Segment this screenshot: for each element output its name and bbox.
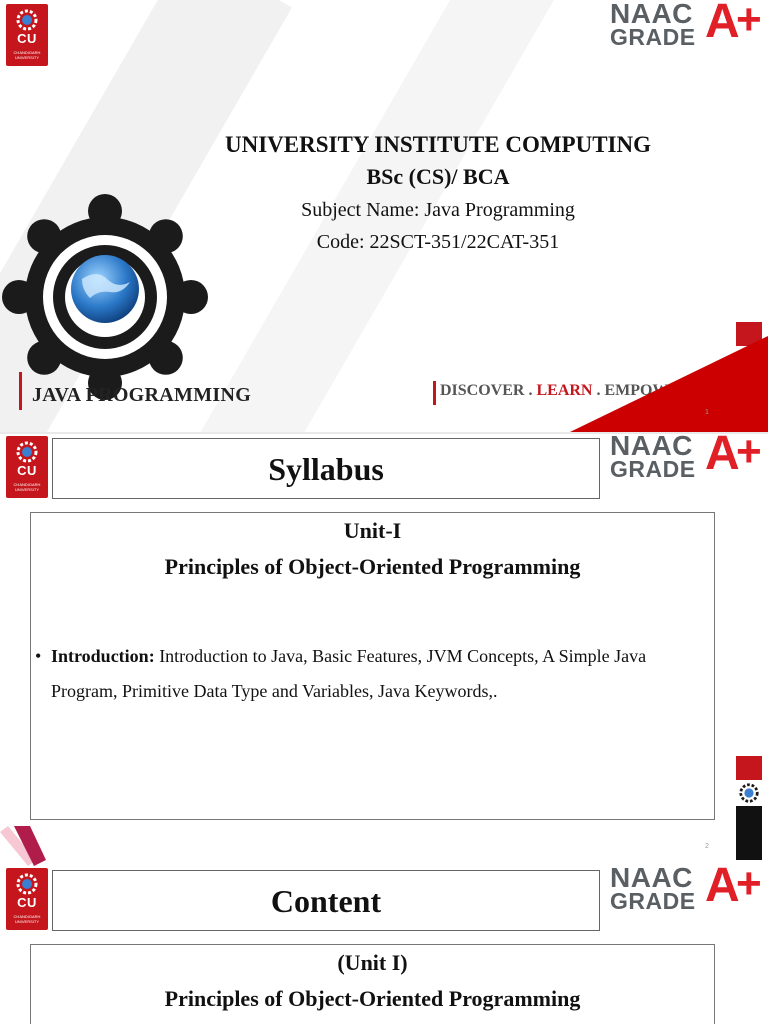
- cu-logo: [6, 4, 48, 66]
- unit-heading: Unit-I: [343, 518, 402, 543]
- naac-logo: [610, 434, 768, 484]
- cu-logo-subtext: CHANDIGARH UNIVERSITY: [13, 50, 41, 60]
- naac-plus: +: [736, 0, 762, 44]
- naac-grade: A: [705, 0, 740, 48]
- unit-title: Principles of Object-Oriented Programming: [164, 986, 581, 1011]
- content-slide: [0, 866, 768, 1024]
- accent-bar: [19, 372, 22, 410]
- title-block: [200, 130, 676, 258]
- cu-logo-text: CU: [17, 31, 37, 46]
- list-item: [35, 639, 705, 709]
- slide-title: Content: [52, 870, 600, 931]
- corner-triangle: [570, 336, 768, 432]
- cu-logo-text: CU: [17, 463, 37, 478]
- tagline-discover: DISCOVER .: [440, 382, 537, 399]
- decorative-stripes: [0, 826, 50, 866]
- bullet-text: [51, 639, 705, 709]
- gear-icon: [15, 872, 39, 896]
- bullet-body: Introduction to Java, Basic Features, JVM Concepts, A Simple Java Program, Primitive Data Type and Variables, Java Keywords,.: [51, 646, 647, 701]
- cu-logo: [6, 868, 48, 930]
- cu-logo-subtext: CHANDIGARH UNIVERSITY: [13, 482, 41, 492]
- naac-grade: A: [705, 434, 740, 480]
- bullet-label: Introduction:: [51, 646, 155, 666]
- naac-grade-label: GRADE: [610, 888, 696, 914]
- institute-name: UNIVERSITY INSTITUTE COMPUTING: [224, 132, 651, 157]
- naac-logo: [610, 2, 768, 52]
- title-slide: [0, 0, 768, 432]
- course-label: JAVA PROGRAMMING: [32, 384, 252, 406]
- naac-label: NAAC: [610, 434, 693, 461]
- naac-plus: +: [736, 434, 762, 476]
- unit-heading: (Unit I): [337, 950, 408, 975]
- gear-icon: [15, 8, 39, 32]
- side-red-block: [736, 756, 762, 780]
- naac-grade-label: GRADE: [610, 456, 696, 482]
- side-black-block: [736, 806, 762, 860]
- naac-grade-label: GRADE: [610, 24, 696, 50]
- cu-logo-subtext: CHANDIGARH UNIVERSITY: [13, 914, 41, 924]
- naac-logo: [610, 866, 768, 916]
- accent-bar: [433, 381, 436, 405]
- naac-plus: +: [736, 866, 762, 908]
- tagline-learn: LEARN: [536, 382, 593, 399]
- program-name: BSc (CS)/ BCA: [366, 164, 510, 189]
- naac-label: NAAC: [610, 0, 693, 29]
- tagline-empower: . EMPOWER: [592, 382, 691, 399]
- page-number: 1: [705, 409, 709, 416]
- syllabus-slide: [0, 434, 768, 866]
- university-gear-emblem: [2, 194, 208, 400]
- naac-grade: A: [705, 866, 740, 912]
- cu-logo-text: CU: [17, 895, 37, 910]
- slide-title: Syllabus: [52, 438, 600, 499]
- syllabus-content-box: [30, 512, 715, 820]
- unit-title: Principles of Object-Oriented Programming: [164, 554, 581, 579]
- page-number: 2: [705, 843, 709, 850]
- gear-icon: [738, 782, 760, 804]
- gear-icon: [15, 440, 39, 464]
- naac-label: NAAC: [610, 866, 693, 893]
- cu-logo: [6, 436, 48, 498]
- subject-code: Code: 22SCT-351/22CAT-351: [316, 231, 560, 253]
- subject-name: Subject Name: Java Programming: [301, 199, 575, 221]
- content-box: [30, 944, 715, 1024]
- bullet-icon: •: [35, 646, 42, 666]
